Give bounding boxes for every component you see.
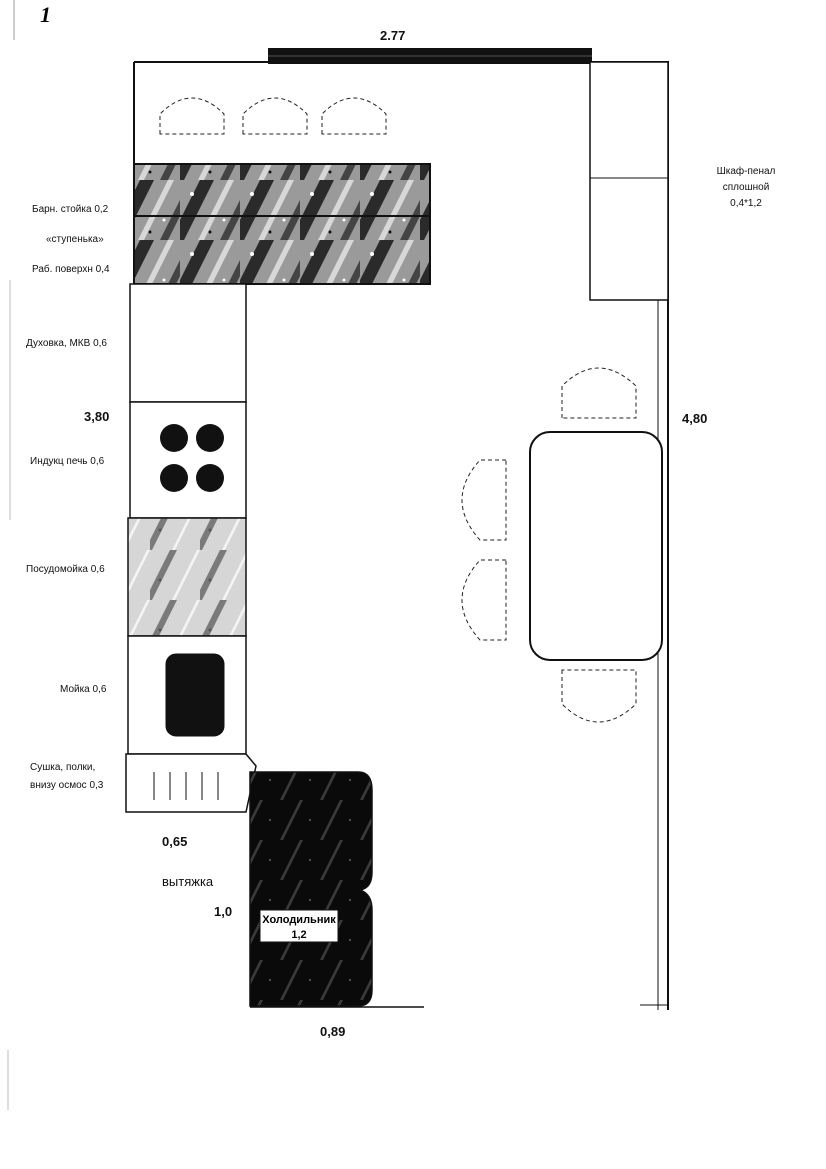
chair: [562, 368, 636, 418]
cooktop-label: Индукц печь 0,6: [30, 456, 105, 467]
cabinet-label-3: 0,4*1,2: [730, 198, 762, 209]
dryer-unit: [126, 754, 256, 812]
chair: [462, 560, 506, 640]
bar-stool: [322, 98, 386, 134]
right-length-dimension: 4,80: [682, 411, 708, 426]
gap-dimension-2: 1,0: [214, 904, 233, 919]
top-width-dimension: 2.77: [380, 28, 406, 43]
page-number: 1: [40, 2, 51, 27]
burner: [160, 464, 188, 492]
cabinet-label-1: Шкаф-пенал: [716, 166, 776, 177]
bar-stool: [160, 98, 224, 134]
refrigerator: [250, 772, 372, 1006]
chair: [562, 670, 636, 722]
oven-unit: [130, 284, 246, 402]
chair: [462, 460, 506, 540]
hood-label: вытяжка: [162, 874, 214, 889]
dryer-label-1: Сушка, полки,: [30, 762, 96, 773]
bar-counter-label: Барн. стойка 0,2: [32, 204, 109, 215]
sink-basin: [166, 654, 224, 736]
dining-table: [530, 432, 662, 660]
burner: [196, 464, 224, 492]
fridge-label-1: Холодильник: [262, 914, 336, 926]
work-surface-label: Раб. поверхн 0,4: [32, 264, 110, 275]
bar-stool: [243, 98, 307, 134]
bottom-width-dimension: 0,89: [320, 1024, 346, 1039]
tall-cabinet: [590, 62, 668, 300]
cabinet-label-2: сплошной: [722, 182, 770, 193]
burner: [196, 424, 224, 452]
cooktop-unit: [130, 402, 246, 518]
dishwasher-label: Посудомойка 0,6: [26, 564, 105, 575]
sink-label: Мойка 0,6: [60, 684, 107, 695]
burner: [160, 424, 188, 452]
oven-label: Духовка, МКВ 0,6: [26, 338, 107, 349]
bar-counter: [134, 164, 430, 284]
fridge-label-2: 1,2: [291, 929, 307, 941]
left-length-dimension: 3,80: [84, 409, 110, 424]
dishwasher-unit: [128, 518, 246, 636]
step-label: «ступенька»: [46, 234, 104, 245]
gap-dimension: 0,65: [162, 834, 188, 849]
dryer-label-2: внизу осмос 0,3: [30, 780, 104, 791]
